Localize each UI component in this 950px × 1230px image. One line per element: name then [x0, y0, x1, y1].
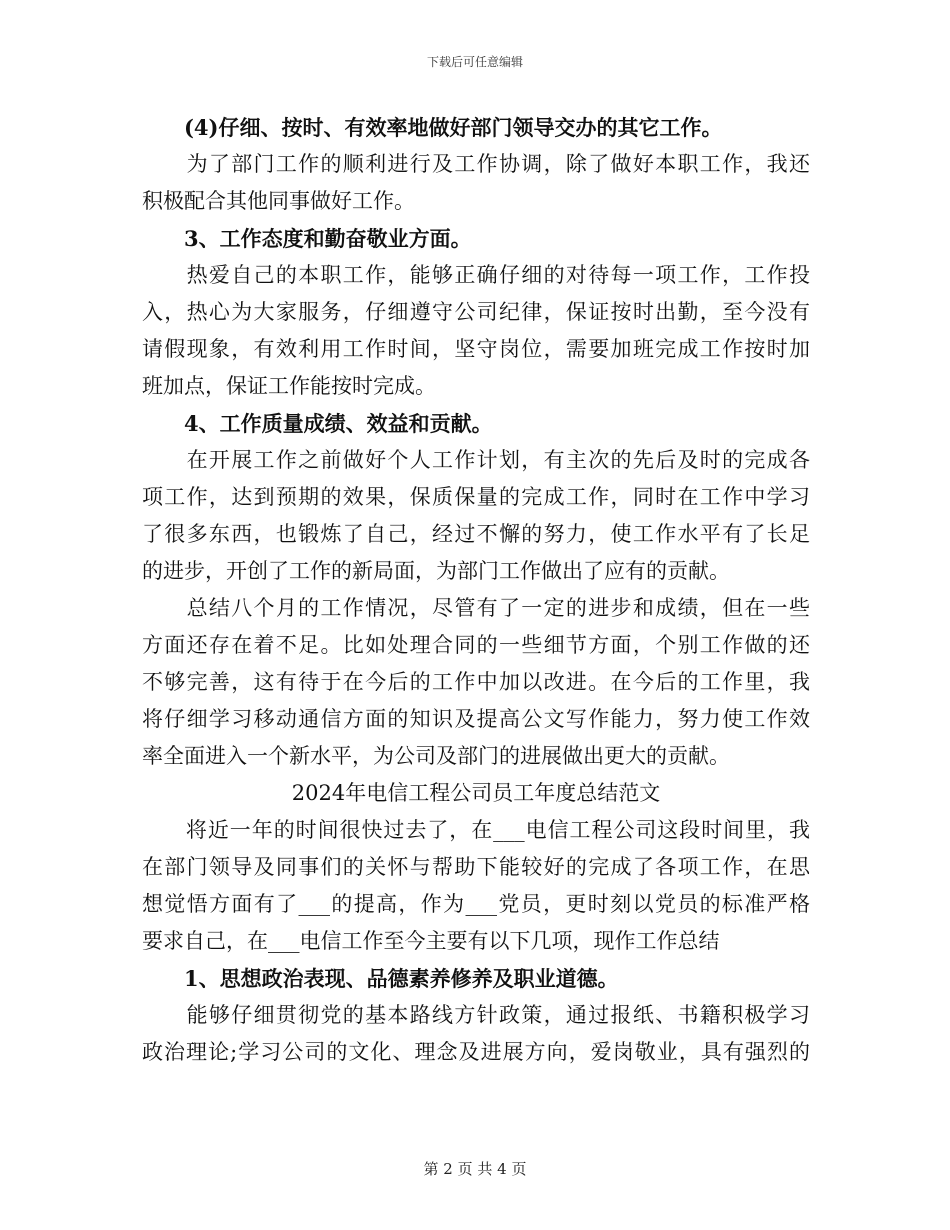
paragraph-line: 率全面进入一个新水平，为公司及部门的进展做出更大的贡献。: [142, 744, 730, 768]
paragraph-line: 不够完善，这有待于在今后的工作中加以改进。在今后的工作里，我: [142, 670, 810, 694]
heading-line: (4)仔细、按时、有效率地做好部门领导交办的其它工作。: [184, 115, 723, 140]
paragraph-line: 要求自己，在___电信工作至今主要有以下几项，现作工作总结: [142, 929, 720, 953]
page-header: 下载后可任意编辑: [426, 55, 523, 69]
paragraph-line: 为了部门工作的顺利进行及工作协调，除了做好本职工作，我还: [142, 152, 810, 176]
paragraph-line: 想觉悟方面有了___的提高，作为___党员，更时刻以党员的标准严格: [142, 892, 810, 916]
page-number: 第 2 页 共 4 页: [423, 1160, 527, 1178]
paragraph-line: 项工作，达到预期的效果，保质保量的完成工作，同时在工作中学习: [142, 485, 810, 509]
paragraph-line: 方面还存在着不足。比如处理合同的一些细节方面，个别工作做的还: [142, 633, 810, 657]
paragraph-line: 了很多东西，也锻炼了自己，经过不懈的努力，使工作水平有了长足: [142, 522, 810, 546]
document-body: [142, 109, 810, 1071]
paragraph-line: 将仔细学习移动通信方面的知识及提高公文写作能力，努力使工作效: [142, 707, 810, 731]
paragraph-line: 班加点，保证工作能按时完成。: [142, 374, 436, 398]
paragraph-line: 在开展工作之前做好个人工作计划，有主次的先后及时的完成各: [142, 448, 810, 472]
paragraph-line: 入，热心为大家服务，仔细遵守公司纪律，保证按时出勤，至今没有: [142, 300, 810, 324]
heading-line: 4、工作质量成绩、效益和贡献。: [142, 411, 493, 436]
paragraph-line: 积极配合其他同事做好工作。: [142, 189, 415, 213]
paragraph-line: 请假现象，有效利用工作时间，坚守岗位，需要加班完成工作按时加: [142, 337, 810, 361]
heading-line: 3、工作态度和勤奋敬业方面。: [142, 226, 472, 251]
document-title: 2024年电信工程公司员工年度总结范文: [291, 781, 661, 805]
paragraph-line: 热爱自己的本职工作，能够正确仔细的对待每一项工作，工作投: [142, 263, 810, 287]
paragraph-line: 将近一年的时间很快过去了，在___电信工程公司这段时间里，我: [142, 818, 810, 842]
paragraph-line: 的进步，开创了工作的新局面，为部门工作做出了应有的贡献。: [142, 559, 730, 583]
paragraph-line: 能够仔细贯彻党的基本路线方针政策，通过报纸、书籍积极学习: [142, 1003, 810, 1027]
paragraph-line: 总结八个月的工作情况，尽管有了一定的进步和成绩，但在一些: [142, 596, 810, 620]
paragraph-line: 在部门领导及同事们的关怀与帮助下能较好的完成了各项工作，在思: [142, 855, 810, 879]
heading-line: 1、思想政治表现、品德素养修养及职业道德。: [142, 966, 619, 991]
paragraph-line: 政治理论;学习公司的文化、理念及进展方向，爱岗敬业，具有强烈的: [142, 1040, 810, 1064]
